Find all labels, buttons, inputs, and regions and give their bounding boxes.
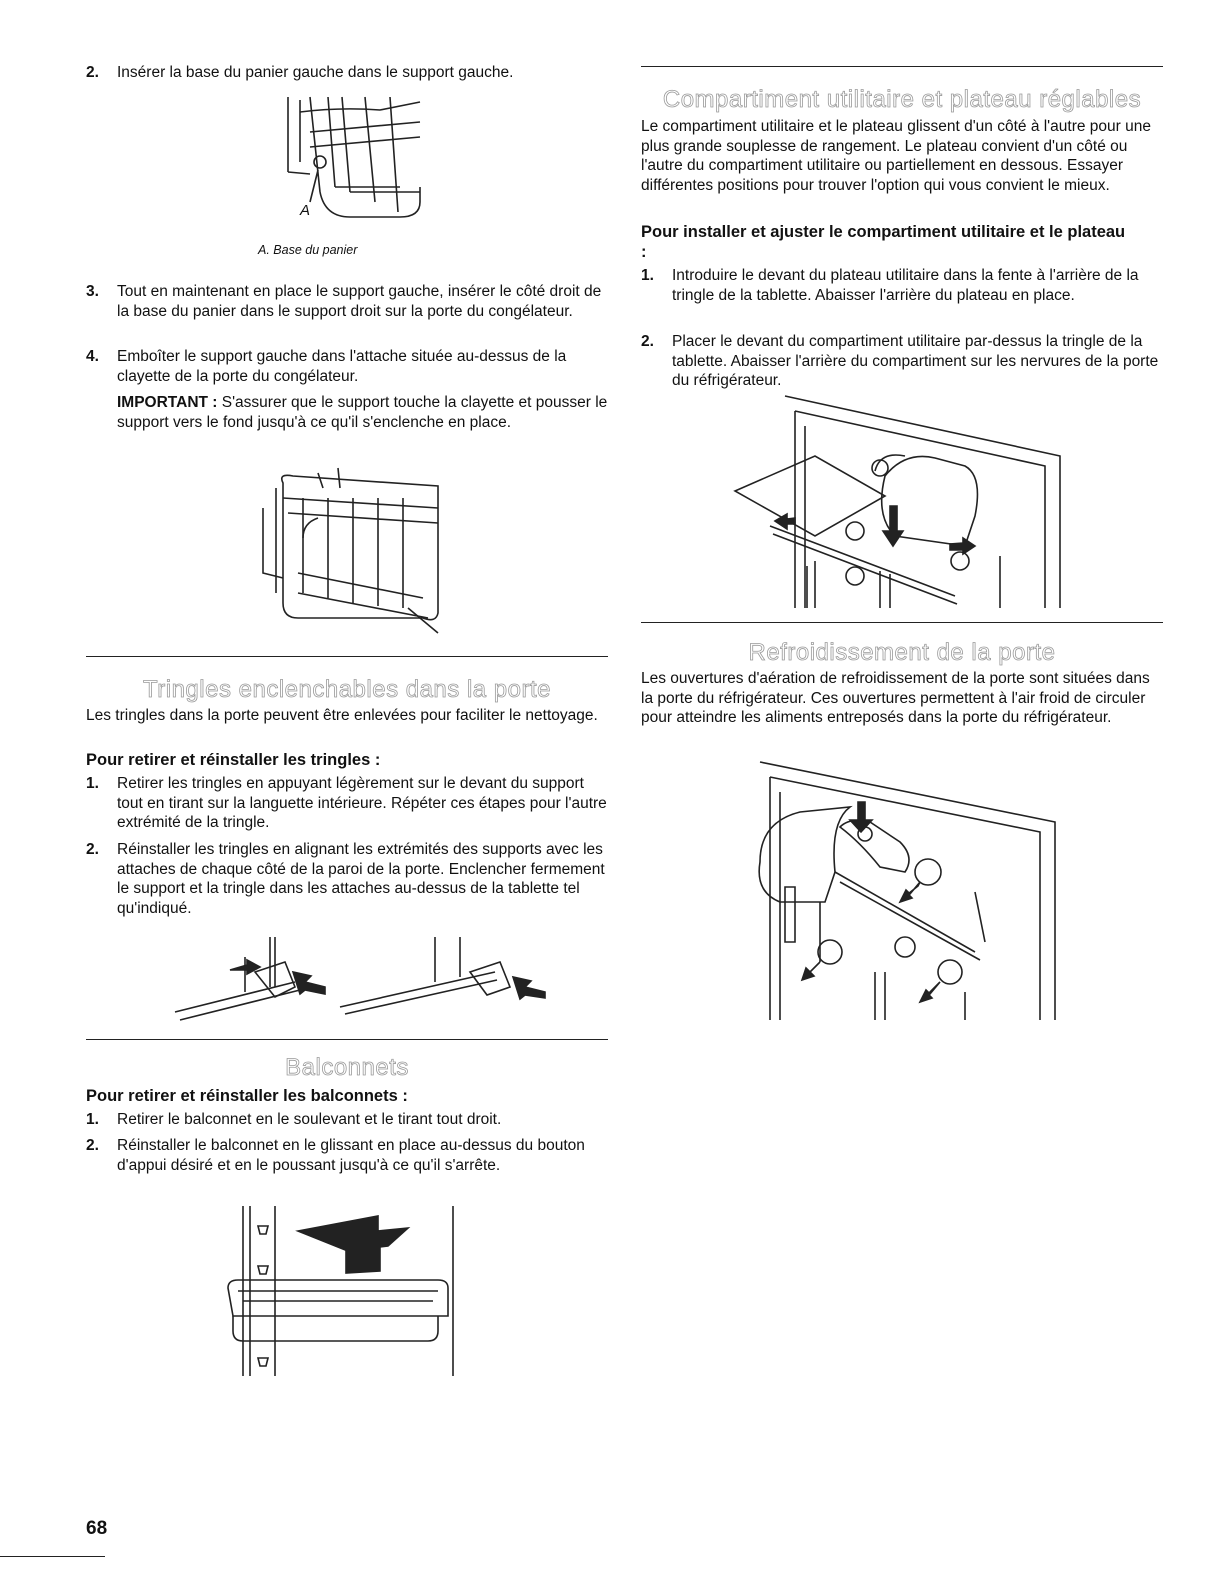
balconnets-step-1 <box>86 1110 608 1130</box>
tringles-subheading: Pour retirer et réinstaller les tringles : <box>86 751 381 769</box>
step-text: Retirer les tringles en appuyant légèrement sur le devant du support tout en tirant sur la languette intérieure. Répéter ces étapes pour l'autre extrémité de la tringle. <box>117 775 607 831</box>
section-heading-compartiment: Compartiment utilitaire et plateau réglables <box>662 86 1142 113</box>
tringles-intro: Les tringles dans la porte peuvent être enlevées pour faciliter le nettoyage. <box>86 707 598 724</box>
step-number: 1. <box>86 775 99 792</box>
compartiment-subheading: Pour installer et ajuster le compartiment utilitaire et le plateau : <box>641 223 1126 261</box>
basket-base-illustration <box>280 92 440 242</box>
section-heading-balconnets: Balconnets <box>285 1054 409 1081</box>
step-number: 1. <box>641 267 654 284</box>
door-bin-illustration <box>228 1206 463 1376</box>
refroidissement-intro: Les ouvertures d'aération de refroidissement de la porte sont situées dans la porte du réfrigérateur. Ces ouvertures permettent à l'air froid de circuler pour atteindre les aliments entreposés dans la porte du réfrigérateur. <box>641 670 1150 726</box>
section-divider <box>641 622 1163 623</box>
important-note <box>117 393 608 432</box>
balconnets-step-2 <box>86 1136 608 1175</box>
step-text: Introduire le devant du plateau utilitaire dans la fente à l'arrière de la tringle de la tablette. Abaisser l'arrière du plateau en place. <box>672 267 1139 304</box>
step-text: Insérer la base du panier gauche dans le support gauche. <box>117 64 514 81</box>
section-heading-refroidissement: Refroidissement de la porte <box>748 639 1056 666</box>
section-heading-tringles: Tringles enclenchables dans la porte <box>142 676 551 703</box>
door-rail-illustration <box>175 932 555 1027</box>
compartiment-intro: Le compartiment utilitaire et le plateau glissent d'un côté à l'autre pour une plus grande souplesse de rangement. Le plateau convient d'un côté ou l'autre du compartiment utilitaire ou partiellement en dessous. Essayer différentes positions pour trouver l'option qui vous convient le mieux. <box>641 118 1151 194</box>
step-text: Tout en maintenant en place le support gauche, insérer le côté droit de la base du panier dans le support droit sur la porte du congélateur. <box>117 283 602 320</box>
section-divider <box>86 1039 608 1040</box>
important-label: IMPORTANT : <box>117 394 218 411</box>
step-text: Emboîter le support gauche dans l'attache située au-dessus de la clayette de la porte du congélateur. <box>117 348 567 385</box>
step-text: Réinstaller le balconnet en le glissant en place au-dessus du bouton d'appui désiré et en le poussant jusqu'à ce qu'il s'arrête. <box>117 1137 585 1174</box>
step-number: 2. <box>641 333 654 350</box>
door-vents-illustration <box>740 762 1060 1020</box>
utility-compartment-illustration <box>735 396 1065 608</box>
step-number: 2. <box>86 1137 99 1154</box>
step-number: 1. <box>86 1111 99 1128</box>
basket-support-illustration <box>258 468 448 638</box>
step-number: 3. <box>86 283 99 300</box>
compartiment-step-2 <box>641 332 1163 391</box>
step-text: Retirer le balconnet en le soulevant et le tirant tout droit. <box>117 1111 502 1128</box>
figure-label-a: A <box>300 202 311 219</box>
figure-caption: A. Base du panier <box>258 243 358 257</box>
footer-line <box>0 1556 105 1557</box>
step-number: 2. <box>86 64 99 81</box>
section-divider <box>641 66 1163 67</box>
tringles-step-1 <box>86 774 608 833</box>
compartiment-step-1 <box>641 266 1163 305</box>
balconnets-subheading: Pour retirer et réinstaller les balconnets : <box>86 1087 408 1105</box>
step-4-snap <box>86 347 608 386</box>
tringles-step-2 <box>86 840 608 918</box>
step-text: Placer le devant du compartiment utilitaire par-dessus la tringle de la tablette. Abaisser l'arrière du compartiment sur les nervures de la porte du réfrigérateur. <box>672 333 1159 389</box>
step-2-basket <box>86 63 608 83</box>
step-text: Réinstaller les tringles en alignant les extrémités des supports avec les attaches de chaque côté de la paroi de la porte. Enclencher fermement le support et la tringle dans les attaches au-dessus de la tablette tel qu'indiqué. <box>117 841 605 917</box>
section-divider <box>86 656 608 657</box>
important-text: S'assurer que le support touche la clayette et pousser le support vers le fond jusqu'à ce qu'il s'enclenche en place. <box>117 394 608 431</box>
step-3-insert <box>86 282 608 321</box>
step-number: 2. <box>86 841 99 858</box>
step-number: 4. <box>86 348 99 365</box>
page-number: 68 <box>86 1518 108 1539</box>
